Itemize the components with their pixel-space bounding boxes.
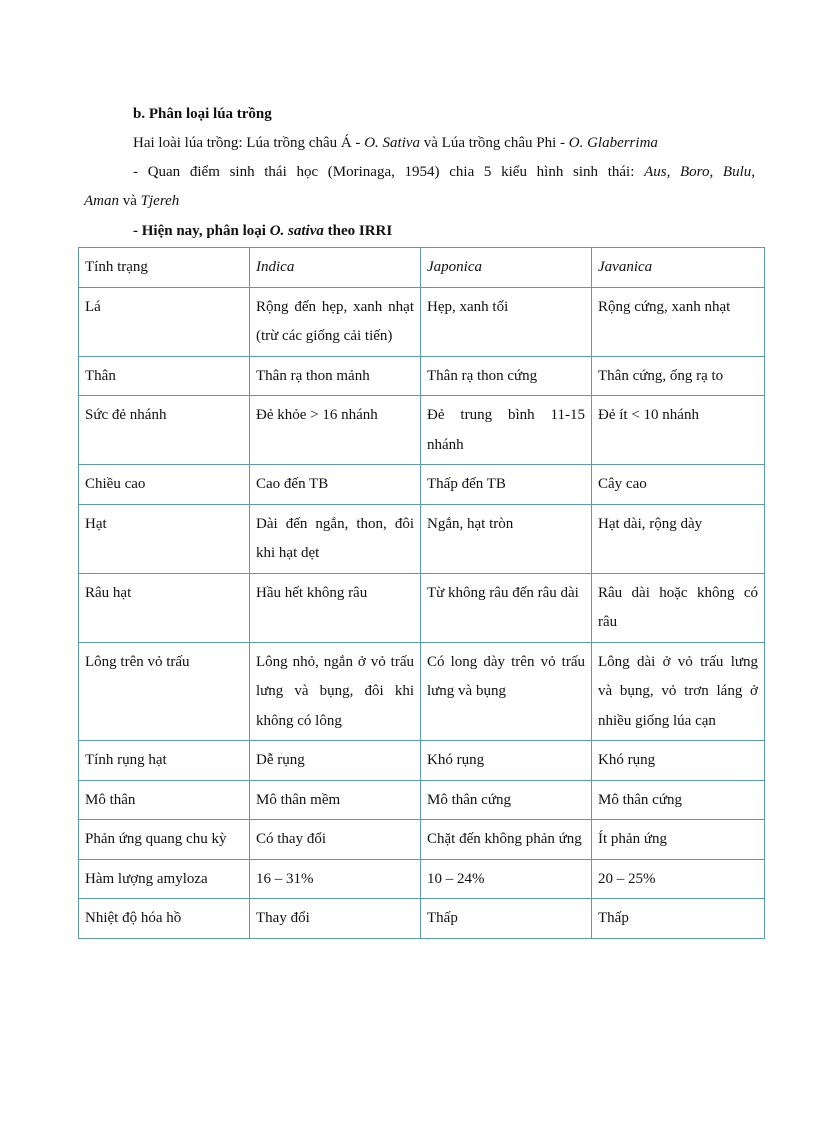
table-cell: Lá <box>79 287 250 356</box>
table-cell: 10 – 24% <box>421 859 592 899</box>
table-row <box>79 741 765 781</box>
p1-text-a: Hai loài lúa trồng: Lúa trồng châu Á - <box>133 135 365 151</box>
table-row <box>79 642 765 741</box>
table-cell: Thân rạ thon cứng <box>421 356 592 396</box>
table-cell: Tính rụng hạt <box>79 741 250 781</box>
table-cell: Mô thân <box>79 780 250 820</box>
table-cell: Dễ rụng <box>250 741 421 781</box>
table-cell: Mô thân cứng <box>592 780 765 820</box>
table-cell: 20 – 25% <box>592 859 765 899</box>
table-header-row <box>79 248 765 288</box>
p1-species-asia: O. Sativa <box>364 135 421 151</box>
table-cell: Rộng cứng, xanh nhạt <box>592 287 765 356</box>
p2-text-a: - Quan điểm sinh thái học (Morinaga, 1954) chia 5 kiểu hình sinh thái: <box>133 164 645 180</box>
table-cell: Phản ứng quang chu kỳ <box>79 820 250 860</box>
table-row <box>79 899 765 939</box>
table-cell: Ngắn, hạt tròn <box>421 504 592 573</box>
table-cell: Mô thân mềm <box>250 780 421 820</box>
table-cell: Đẻ ít < 10 nhánh <box>592 396 765 465</box>
table-cell: Thấp <box>421 899 592 939</box>
table-cell: Mô thân cứng <box>421 780 592 820</box>
table-cell: Lông nhỏ, ngắn ở vỏ trấu lưng và bụng, đôi khi không có lông <box>250 642 421 741</box>
header-cell: Indica <box>250 248 421 288</box>
table-row <box>79 504 765 573</box>
table-cell: Từ không râu đến râu dài <box>421 573 592 642</box>
table-cell: Chặt đến không phản ứng <box>421 820 592 860</box>
table-row <box>79 287 765 356</box>
table-row <box>79 465 765 505</box>
table-cell: Thấp đến TB <box>421 465 592 505</box>
table-cell: Có long dày trên vỏ trấu lưng và bụng <box>421 642 592 741</box>
paragraph-ecotypes-line2 <box>84 191 179 211</box>
p2-ecotype-tjereh: Tjereh <box>140 193 180 209</box>
p3-text-c: theo IRRI <box>323 223 393 239</box>
table-cell: Hàm lượng amyloza <box>79 859 250 899</box>
section-heading: b. Phân loại lúa trồng <box>133 106 272 122</box>
table-cell: Cây cao <box>592 465 765 505</box>
table-row <box>79 859 765 899</box>
table-cell: Khó rụng <box>421 741 592 781</box>
table-cell: 16 – 31% <box>250 859 421 899</box>
table-cell: Râu hạt <box>79 573 250 642</box>
paragraph-irri <box>133 221 392 241</box>
table-cell: Đẻ khỏe > 16 nhánh <box>250 396 421 465</box>
table-cell: Lông trên vỏ trấu <box>79 642 250 741</box>
table-cell: Thân rạ thon mảnh <box>250 356 421 396</box>
header-cell: Tính trạng <box>79 248 250 288</box>
table-cell: Rộng đến hẹp, xanh nhạt (trừ các giống cải tiến) <box>250 287 421 356</box>
table-cell: Râu dài hoặc không có râu <box>592 573 765 642</box>
p2-ecotypes-italic: Aus, Boro, Bulu, <box>644 164 755 180</box>
header-cell: Javanica <box>592 248 765 288</box>
table-row <box>79 820 765 860</box>
classification-table <box>78 247 765 939</box>
paragraph-ecotypes-line1 <box>133 162 755 182</box>
table-cell: Thay đổi <box>250 899 421 939</box>
p1-species-africa: O. Glaberrima <box>568 135 658 151</box>
table-cell: Hẹp, xanh tối <box>421 287 592 356</box>
table-cell: Cao đến TB <box>250 465 421 505</box>
table-cell: Nhiệt độ hóa hồ <box>79 899 250 939</box>
table-cell: Hầu hết không râu <box>250 573 421 642</box>
p3-text-a: - Hiện nay, phân loại <box>133 223 270 239</box>
table-row <box>79 780 765 820</box>
table-cell: Thân <box>79 356 250 396</box>
paragraph-species <box>133 133 658 153</box>
table-cell: Chiều cao <box>79 465 250 505</box>
table-cell: Có thay đổi <box>250 820 421 860</box>
table-row <box>79 356 765 396</box>
header-cell: Japonica <box>421 248 592 288</box>
table-cell: Dài đến ngắn, thon, đôi khi hạt dẹt <box>250 504 421 573</box>
table-cell: Sức đẻ nhánh <box>79 396 250 465</box>
table-cell: Hạt dài, rộng dày <box>592 504 765 573</box>
table-row <box>79 573 765 642</box>
p2-ecotype-aman: Aman <box>84 193 119 209</box>
table-cell: Lông dài ở vỏ trấu lưng và bụng, vỏ trơn láng ở nhiều giống lúa cạn <box>592 642 765 741</box>
p2-text-and: và <box>119 193 141 209</box>
table-cell: Thân cứng, ống rạ to <box>592 356 765 396</box>
p1-text-c: và Lúa trồng châu Phi - <box>420 135 569 151</box>
table-cell: Ít phản ứng <box>592 820 765 860</box>
p3-species: O. sativa <box>269 223 324 239</box>
table-cell: Thấp <box>592 899 765 939</box>
table-cell: Đẻ trung bình 11-15 nhánh <box>421 396 592 465</box>
table-row <box>79 396 765 465</box>
table-cell: Hạt <box>79 504 250 573</box>
table-cell: Khó rụng <box>592 741 765 781</box>
